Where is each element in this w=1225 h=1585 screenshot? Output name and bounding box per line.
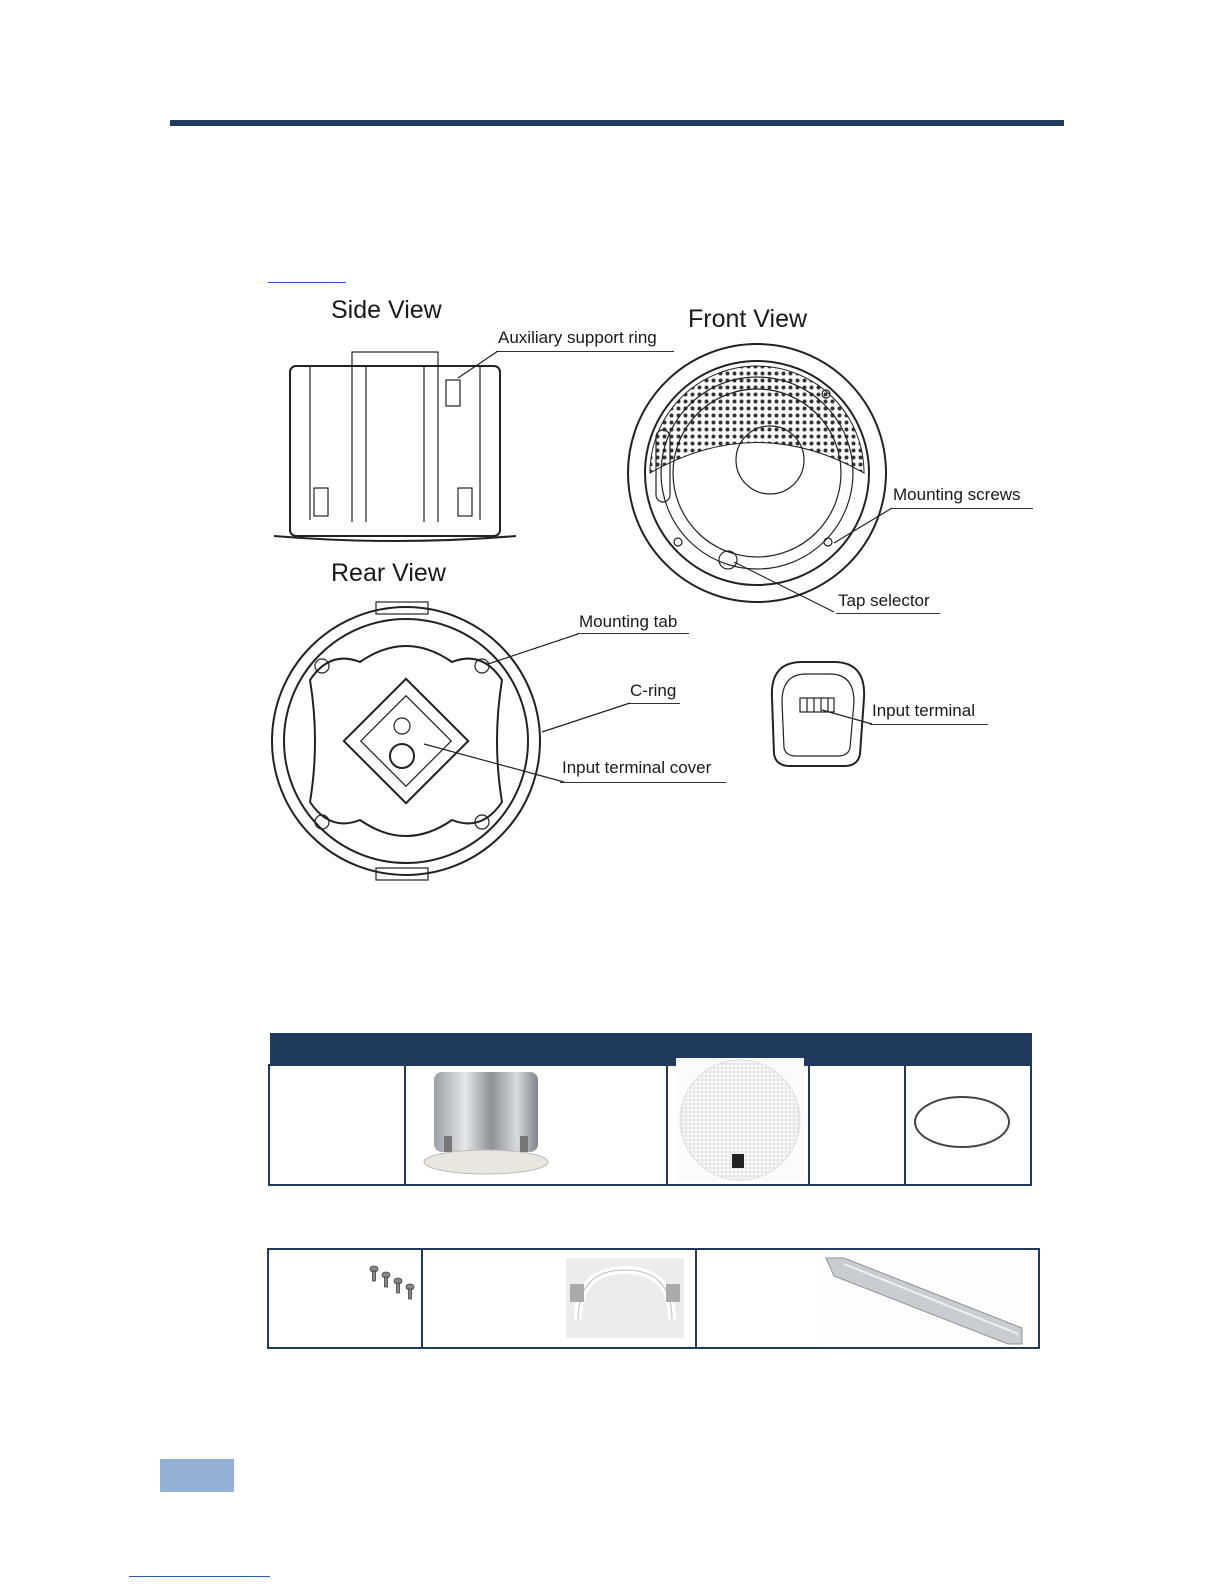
page-number-tab: [160, 1459, 234, 1492]
callout-auxiliary-support-ring: Auxiliary support ring: [498, 328, 657, 347]
callout-leader: [486, 630, 586, 670]
speaker-can-photo: [420, 1066, 550, 1180]
callout-mounting-tab: Mounting tab: [579, 612, 678, 631]
callout-underline: [836, 613, 940, 614]
callout-leader: [420, 740, 570, 790]
rear-view-title: Rear View: [331, 559, 446, 587]
side-view-title: Side View: [331, 296, 442, 324]
callout-leader: [540, 700, 640, 740]
table2-cell-divider: [421, 1250, 423, 1347]
callout-leader: [450, 350, 510, 390]
table1-cell-divider: [404, 1066, 406, 1184]
front-view-title: Front View: [688, 305, 808, 333]
table1-header: [270, 1033, 1032, 1065]
mounting-rail-photo: [822, 1254, 1032, 1346]
table1-cell-divider: [808, 1066, 810, 1184]
callout-underline: [560, 782, 726, 783]
callout-leader: [820, 708, 880, 728]
callout-input-terminal-cover: Input terminal cover: [562, 758, 712, 777]
aux-ring-photo: [566, 1258, 684, 1338]
callout-c-ring: C-ring: [630, 681, 677, 700]
table1-cell-divider: [666, 1066, 668, 1184]
callout-mounting-screws: Mounting screws: [893, 485, 1021, 504]
footer-link[interactable]: [129, 1576, 270, 1577]
callout-leader: [730, 560, 840, 620]
grille-photo: [676, 1058, 804, 1182]
header-rule: [170, 120, 1064, 126]
callout-underline: [891, 508, 1033, 509]
callout-underline: [577, 633, 689, 634]
callout-input-terminal: Input terminal: [872, 701, 975, 720]
table1-cell-divider: [904, 1066, 906, 1184]
callout-leader: [830, 505, 900, 555]
callout-underline: [870, 724, 988, 725]
callout-tap-selector: Tap selector: [838, 591, 930, 610]
screws-photo: [364, 1265, 420, 1305]
table2-cell-divider: [695, 1250, 697, 1347]
figure-reference-link[interactable]: [268, 282, 346, 283]
c-ring-photo: [912, 1094, 1012, 1150]
